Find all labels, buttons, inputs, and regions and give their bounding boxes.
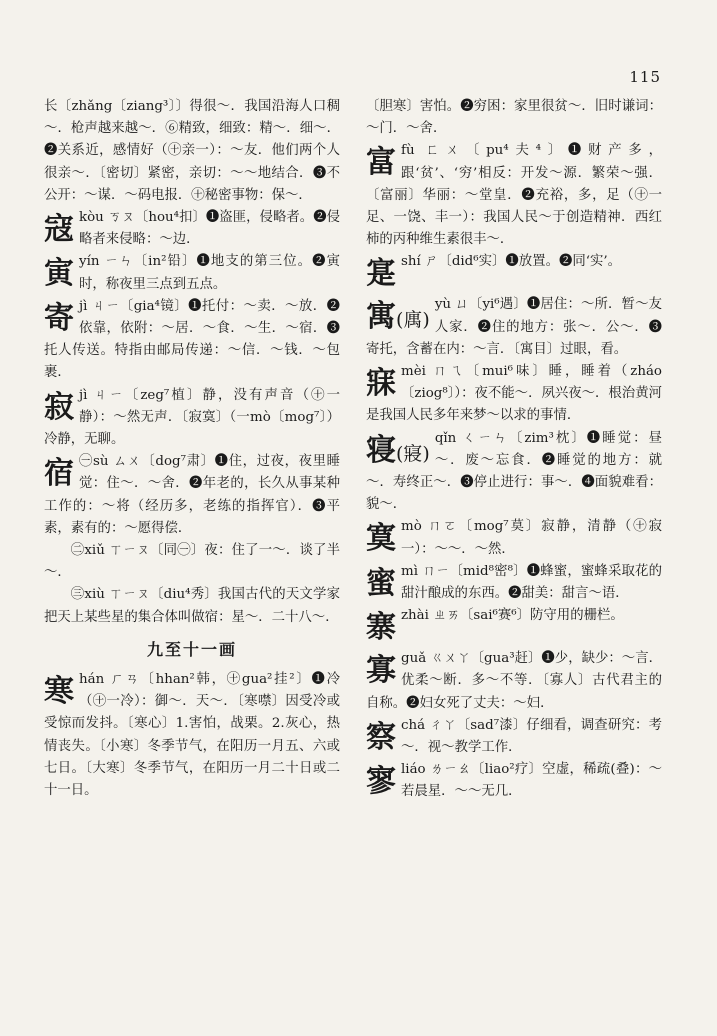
headword-char: 寡	[366, 653, 396, 689]
entry-headword	[366, 564, 396, 604]
dictionary-entry	[366, 251, 662, 294]
left-column	[44, 96, 340, 802]
entry-headword	[366, 431, 430, 471]
entry-headword	[366, 297, 430, 337]
entry-headword	[366, 519, 396, 559]
entry-headword	[366, 143, 396, 183]
headword-char: 富	[366, 145, 396, 181]
headword-char: 寓	[366, 299, 396, 335]
entry-headword	[366, 762, 396, 802]
dictionary-entry	[44, 669, 340, 802]
dictionary-entry	[366, 361, 662, 428]
dictionary-entry	[366, 715, 662, 759]
dictionary-entry	[44, 296, 340, 385]
dictionary-entry	[366, 516, 662, 560]
entry-definition: mì ㄇㄧ〔mid⁸密⁸〕❶蜂蜜，蜜蜂采取花的甜汁酿成的东西。❷甜美：甜言～语．	[401, 563, 662, 602]
headword-char: 蜜	[366, 565, 396, 601]
entry-headword	[366, 364, 396, 404]
headword-char: 寞	[366, 521, 396, 557]
entry-definition: jì ㄐㄧ〔zeg⁷植〕静，没有声音（㊉一静）：～然无声．〔寂寞〕（一mò〔mog⁷〕）冷静，无聊。	[44, 387, 340, 448]
entry-headword	[44, 299, 74, 339]
headword-char: 寨	[366, 610, 396, 646]
entry-headword	[366, 651, 396, 691]
right-column	[366, 96, 662, 804]
entry-definition: zhài ㄓㄞ〔sai⁶赛⁶〕防守用的栅栏。	[401, 608, 624, 624]
entry-headword	[366, 254, 396, 294]
dictionary-entry	[366, 759, 662, 803]
dictionary-entry	[366, 605, 662, 648]
entry-definition: chá ㄔㄚ〔sad⁷漆〕仔细看，调查研究：考～．视～教学工作．	[401, 717, 662, 756]
dictionary-entry	[44, 207, 340, 251]
entry-definition: ㊀sù ㄙㄨ〔dog⁷肃〕❶住，过夜，夜里睡觉：住～．～舍．❷年老的，长久从事某种工作的：～将（经历多，老练的指挥官）．❸平素，素有的：～愿得偿．	[44, 454, 340, 536]
headword-char: 寅	[44, 256, 74, 292]
entry-definition: jì ㄐㄧ〔gia⁴镜〕❶托付：～卖．～放．❷依靠，依附：～居．～食．～生．～宿．❸托人传送。特指由邮局传递：～信．～钱．～包裹．	[44, 298, 340, 381]
page-number: 115	[629, 68, 661, 86]
headword-char: 寒	[44, 674, 74, 710]
dictionary-entry	[44, 451, 340, 540]
dictionary-entry	[44, 385, 340, 452]
entry-definition: mò ㄇㄛ〔mog⁷莫〕寂静，清静（㊉寂一）：～～．～然．	[401, 519, 662, 557]
dictionary-entry	[366, 561, 662, 605]
entry-headword	[44, 210, 74, 250]
headword-char: 寥	[366, 764, 396, 800]
continuation-text: 长〔zhǎng〔ziang³〕〕得很～．我国沿海人口稠～．枪声越来越～．⑥精致，细致：精～．细～．❷关系近，感情好（㊉亲一）：～友．他们两个人很亲～．〔密切〕紧密，亲切：～～地结合．❸不公开：～谋．～码电报．㊉秘密事物：保～．	[44, 99, 340, 203]
entry-headword	[366, 608, 396, 648]
dictionary-entry	[366, 294, 662, 361]
headword-variant: (庽)	[396, 309, 430, 332]
entry-headword	[44, 254, 74, 294]
entry-definition: yín ㄧㄣ〔in²铅〕❶地支的第三位。❷寅时，称夜里三点到五点。	[79, 254, 340, 292]
entry-definition: fù ㄈㄨ〔pu⁴夫⁴〕❶财产多，跟‘贫’、‘穷’相反：开发～源．繁荣～强．〔富丽〕华丽：～堂皇．❷充裕，多，足（㊉一足、一饶、丰一）：我国人民～于创造精神．西红柿的丙种维生素很丰～．	[366, 143, 662, 248]
continuation-text: 〔胆寒〕害怕。❷穷困：家里很贫～．旧时谦词：～门．～舍．	[366, 99, 662, 137]
section-title: 九至十一画	[146, 639, 237, 659]
headword-char: 寔	[366, 256, 396, 292]
dictionary-entry	[366, 140, 662, 251]
sub-reading: ㊁xiǔ ㄒㄧㄡ〔同㊀〕夜：住了一～．谈了半～．	[44, 543, 340, 581]
entry-definition: guǎ ㄍㄨㄚ〔gua³赶〕❶少，缺少：～言．优柔～断．多～不等．〔寡人〕古代君主的自称。❷妇女死了丈夫：～妇．	[366, 651, 662, 711]
headword-char: 寐	[366, 366, 396, 402]
entry-definition: shí ㄕ〔did⁶实〕❶放置。❷同‘实’。	[401, 254, 622, 270]
entry-definition: mèi ㄇㄟ〔mui⁶味〕睡，睡着（zháo〔ziog⁸〕）：夜不能～．夙兴夜～．根治黄河是我国人民多年来梦～以求的事情．	[366, 364, 662, 424]
entry-definition: qǐn ㄑㄧㄣ〔zim³枕〕❶睡觉：昼～．废～忘食．❷睡觉的地方：就～．寿终正～．❸停止进行：事～．❹面貌难看：貌～．	[366, 430, 662, 513]
sub-reading: ㊂xiù ㄒㄧㄡ〔diu⁴秀〕我国古代的天文学家把天上某些星的集合体叫做宿：星～．二十八～．	[44, 587, 340, 625]
dictionary-entry	[366, 648, 662, 715]
dictionary-entry	[44, 251, 340, 295]
entry-definition: hán ㄏㄢ〔hhan²韩，㊉gua²挂²〕❶冷（㊉一冷）：御～．天～．〔寒噤〕因受冷或受惊而发抖。〔寒心〕1.害怕，战栗。2.灰心，热情丧失。〔小寒〕冬季节气，在阳历一月五、六或七日。〔大寒〕冬季节气，在阳历一月二十日或二十一日。	[44, 672, 340, 799]
entry-definition: liáo ㄌㄧㄠ〔liao²疗〕空虚，稀疏(叠)：～若晨星．～～无几．	[401, 762, 662, 800]
headword-char: 寄	[44, 300, 74, 336]
dictionary-entry	[366, 428, 662, 517]
headword-char: 宿	[44, 456, 74, 492]
headword-char: 寇	[44, 212, 74, 248]
entry-headword	[44, 672, 74, 712]
headword-char: 寝	[366, 432, 396, 468]
entry-definition: kòu ㄎㄡ〔hou⁴扣〕❶盗匪，侵略者。❷侵略者来侵略：～边．	[79, 210, 340, 248]
headword-char: 寂	[44, 389, 74, 425]
entry-headword	[366, 718, 396, 758]
headword-variant: (寢)	[396, 442, 430, 465]
entry-headword	[44, 454, 74, 494]
headword-char: 察	[366, 719, 396, 755]
entry-headword	[44, 388, 74, 428]
entry-definition: yù ㄩ〔yi⁶遇〕❶居住：～所．暂～友人家．❷住的地方：张～．公～．❸寄托，含蓄在内：～言．〔寓目〕过眼，看。	[366, 297, 662, 357]
